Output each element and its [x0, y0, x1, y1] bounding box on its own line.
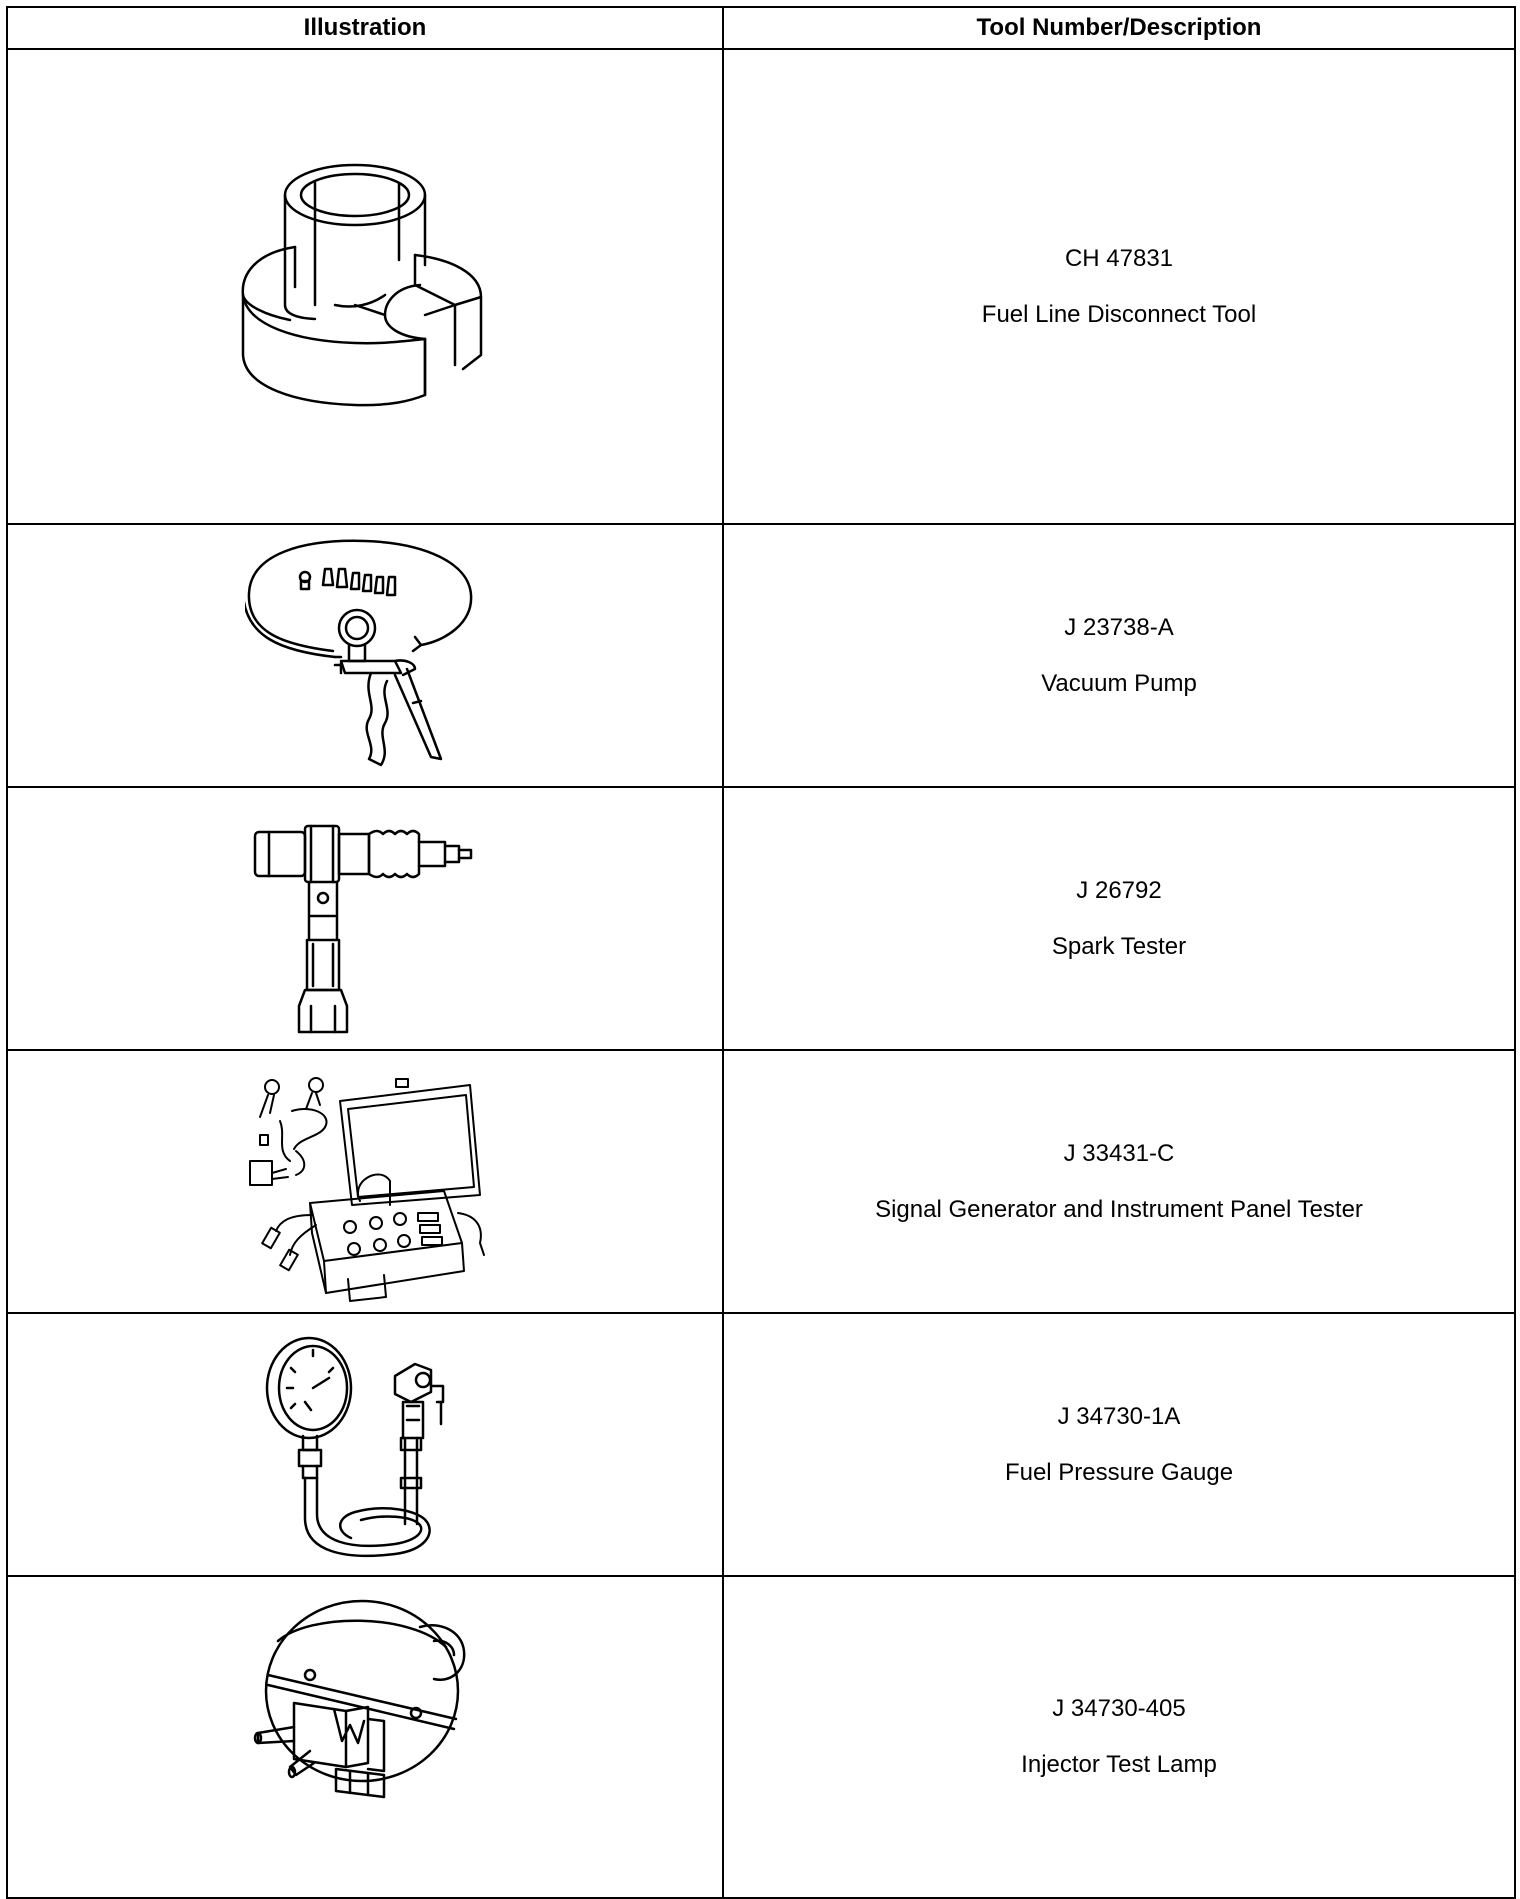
tool-name: Fuel Line Disconnect Tool: [981, 300, 1257, 328]
tool-name: Vacuum Pump: [1041, 669, 1197, 697]
description-cell: [723, 1050, 1515, 1313]
illustration-cell: [7, 787, 723, 1050]
signal-generator-icon: [240, 1065, 490, 1305]
fuel-pressure-gauge-icon: [255, 1328, 475, 1568]
tool-number: CH 47831: [1064, 244, 1174, 272]
description-cell: [723, 787, 1515, 1050]
injector-test-lamp-icon: [250, 1591, 480, 1811]
tool-number: J 34730-405: [1052, 1695, 1186, 1722]
illustration-cell: [7, 1050, 723, 1313]
tool-number: J 33431-C: [1063, 1139, 1175, 1167]
table-row: [7, 1050, 1515, 1313]
illustration-header: Illustration: [7, 7, 723, 49]
tool-number: J 34730-1A: [1057, 1402, 1181, 1430]
tool-name: Spark Tester: [1051, 932, 1187, 960]
description-cell: [723, 1313, 1515, 1576]
tool-name: Signal Generator and Instrument Panel Tester: [875, 1195, 1363, 1223]
description-cell: [723, 49, 1515, 524]
description-cell: [723, 524, 1515, 787]
illustration-cell: [7, 524, 723, 787]
table-row: [7, 1313, 1515, 1576]
special-tools-table: [6, 6, 1516, 1899]
description-cell: [723, 1576, 1515, 1898]
description-header: Tool Number/Description: [723, 7, 1515, 49]
tool-name: Injector Test Lamp: [1021, 1751, 1217, 1778]
spark-tester-icon: [245, 820, 485, 1040]
table-row: [7, 787, 1515, 1050]
tool-name: Fuel Pressure Gauge: [1004, 1458, 1234, 1486]
tool-number: J 26792: [1076, 876, 1162, 904]
illustration-cell: [7, 1576, 723, 1898]
vacuum-pump-icon: [245, 533, 485, 773]
header-row: [7, 7, 1515, 49]
table-row: [7, 49, 1515, 524]
fuel-line-disconnect-tool-icon: [235, 155, 495, 425]
illustration-cell: [7, 1313, 723, 1576]
table-row: [7, 1576, 1515, 1898]
illustration-cell: [7, 49, 723, 524]
table-row: [7, 524, 1515, 787]
tool-number: J 23738-A: [1064, 613, 1174, 641]
